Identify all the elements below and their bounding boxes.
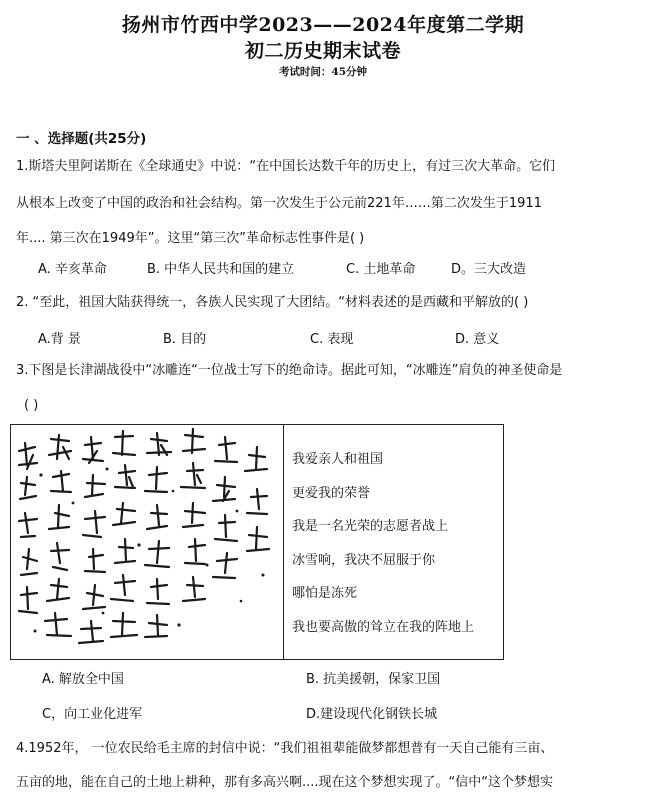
q1-option-a: A. 辛亥革命 <box>38 262 107 277</box>
q1-line3: 年.... 第三次在1949年”。这里“第三次”革命标志性事件是( ) <box>16 231 365 246</box>
exam-title-line2: 初二历史期末试卷 <box>244 40 401 62</box>
poem-line-3: 我是一名光荣的志愿者战上 <box>292 519 449 535</box>
q4-line1: 4.1952年， 一位农民给毛主席的封信中说：“我们祖祖辈能做梦都想普有一天自己能有三亩、 <box>16 741 554 756</box>
q2-option-c: C. 表现 <box>310 332 354 347</box>
poem-line-5: 哪怕是冻死 <box>292 586 358 602</box>
q2-option-d: D. 意义 <box>455 332 500 347</box>
q1-option-d: D。三大改造 <box>451 262 527 277</box>
poem-line-4: 冰雪响，我决不屈服于你 <box>292 552 436 568</box>
q2-option-a: A.背 景 <box>38 332 81 347</box>
q1-line2: 从根本上改变了中国的政治和社会结构。第一次发生于公元前221年……第二次发生于1911 <box>16 196 542 211</box>
poem-figure <box>10 424 504 660</box>
section-title: 一 、选择题(共25分) <box>16 131 147 147</box>
exam-title-line1: 扬州市竹西中学2023——2024年度第二学期 <box>121 14 525 36</box>
poem-line-1: 我爱亲人和祖国 <box>292 452 384 467</box>
q1-option-c: C. 土地革命 <box>346 262 416 277</box>
q3-option-b: B. 抗美援朝，保家卫国 <box>306 672 441 687</box>
handwriting-scan-icon <box>11 425 283 659</box>
q2-option-b: B. 目的 <box>163 332 207 347</box>
poem-text <box>292 443 504 645</box>
handwritten-poem-image <box>11 425 284 659</box>
q1-line1: 1.斯塔夫里阿诺斯在《全球通史》中说：“在中国长达数千年的历史上，有过三次大革命。它们 <box>16 159 556 174</box>
q3-option-c: C，向工业化进军 <box>42 707 143 722</box>
exam-time: 考试时间：45分钟 <box>278 66 368 78</box>
poem-line-2: 更爱我的荣誉 <box>292 485 371 501</box>
q3-option-a: A. 解放全中国 <box>42 672 124 687</box>
q3-option-d: D.建设现代化钢铁长城 <box>306 707 438 722</box>
q4-line2: 五亩的地，能在自己的土地上耕种，那有多高兴啊....现在这个梦想实现了。“信中“这个梦想实 <box>16 775 553 790</box>
poem-line-6: 我也要高傲的耸立在我的阵地上 <box>292 619 475 635</box>
q3-line1: 3.下图是长津湖战役中“冰雕连“一位战士写下的绝命诗。据此可知，“冰雕连”肩负的神圣使命是 <box>16 363 563 378</box>
q2-line1: 2. “至此，祖国大陆获得统一，各族人民实现了大团结。“材料表述的是西藏和平解放的( ) <box>16 295 529 310</box>
q1-option-b: B. 中华人民共和国的建立 <box>147 262 295 277</box>
q3-line2: ( ) <box>24 398 39 413</box>
